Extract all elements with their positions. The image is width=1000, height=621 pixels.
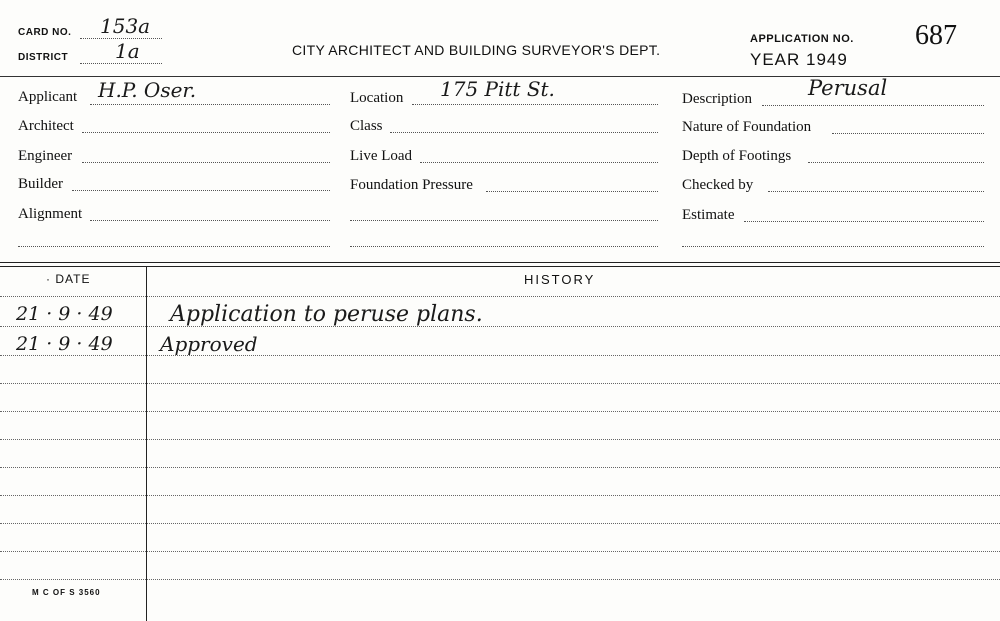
year-label: YEAR 1949 xyxy=(750,50,848,69)
alignment-line xyxy=(90,220,330,221)
estimate-label: Estimate xyxy=(682,207,735,223)
district-label: DISTRICT xyxy=(18,52,69,63)
history-row-rule xyxy=(0,326,1000,327)
history-row-rule xyxy=(0,467,1000,468)
nature-of-foundation-label: Nature of Foundation xyxy=(682,119,812,135)
history-header: HISTORY xyxy=(524,272,596,287)
date-column-divider xyxy=(146,266,147,621)
card-no-label: CARD NO. xyxy=(18,27,72,38)
depth-of-footings-line xyxy=(808,162,984,163)
live-load-label: Live Load xyxy=(350,148,413,164)
foundation-pressure-line xyxy=(486,191,658,192)
nature-of-foundation-line xyxy=(832,133,984,134)
builder-line xyxy=(72,190,330,191)
date-header-text: DATE xyxy=(55,272,91,286)
application-no-value: 687 xyxy=(915,20,957,51)
description-value: Perusal xyxy=(808,76,888,100)
column3-line-6 xyxy=(682,246,984,247)
history-row-rule xyxy=(0,411,1000,412)
history-row-rule xyxy=(0,296,1000,297)
district-value: 1a xyxy=(115,39,140,63)
checked-by-label: Checked by xyxy=(682,177,754,193)
applicant-line xyxy=(90,104,330,105)
live-load-line xyxy=(420,162,658,163)
applicant-value: H.P. Oser. xyxy=(98,78,197,102)
alignment-label: Alignment xyxy=(18,206,83,222)
history-row-rule xyxy=(0,383,1000,384)
class-label: Class xyxy=(350,118,383,134)
location-label: Location xyxy=(350,90,404,106)
builder-label: Builder xyxy=(18,176,63,192)
history-entry-date: 21 · 9 · 49 xyxy=(16,303,113,325)
card-no-value: 153a xyxy=(100,14,151,38)
description-line xyxy=(762,105,984,106)
history-row-rule xyxy=(0,579,1000,580)
engineer-line xyxy=(82,162,330,163)
estimate-line xyxy=(744,221,984,222)
engineer-label: Engineer xyxy=(18,148,73,164)
foundation-pressure-label: Foundation Pressure xyxy=(350,177,473,193)
class-line xyxy=(390,132,658,133)
column2-line-5 xyxy=(350,220,658,221)
history-entry-date: 21 · 9 · 49 xyxy=(16,333,113,355)
history-entry-text: Application to peruse plans. xyxy=(170,302,483,327)
history-top-rule-2 xyxy=(0,266,1000,267)
depth-of-footings-label: Depth of Footings xyxy=(682,148,792,164)
alignment-line-2 xyxy=(18,246,330,247)
history-row-rule xyxy=(0,523,1000,524)
applicant-label: Applicant xyxy=(18,89,78,105)
description-label: Description xyxy=(682,91,752,107)
history-row-rule xyxy=(0,551,1000,552)
department-title: CITY ARCHITECT AND BUILDING SURVEYOR'S DEPT. xyxy=(292,42,661,58)
application-no-label: APPLICATION NO. xyxy=(750,33,854,45)
date-header: · DATE xyxy=(46,272,91,286)
form-code: M C OF S 3560 xyxy=(32,588,101,597)
history-row-rule xyxy=(0,439,1000,440)
architect-label: Architect xyxy=(18,118,74,134)
district-line xyxy=(80,63,162,64)
architect-line xyxy=(82,132,330,133)
history-row-rule xyxy=(0,355,1000,356)
checked-by-line xyxy=(768,191,984,192)
history-entry-text: Approved xyxy=(160,332,258,356)
column2-line-6 xyxy=(350,246,658,247)
history-row-rule xyxy=(0,495,1000,496)
location-value: 175 Pitt St. xyxy=(440,77,555,101)
location-line xyxy=(412,104,658,105)
history-top-rule xyxy=(0,262,1000,263)
